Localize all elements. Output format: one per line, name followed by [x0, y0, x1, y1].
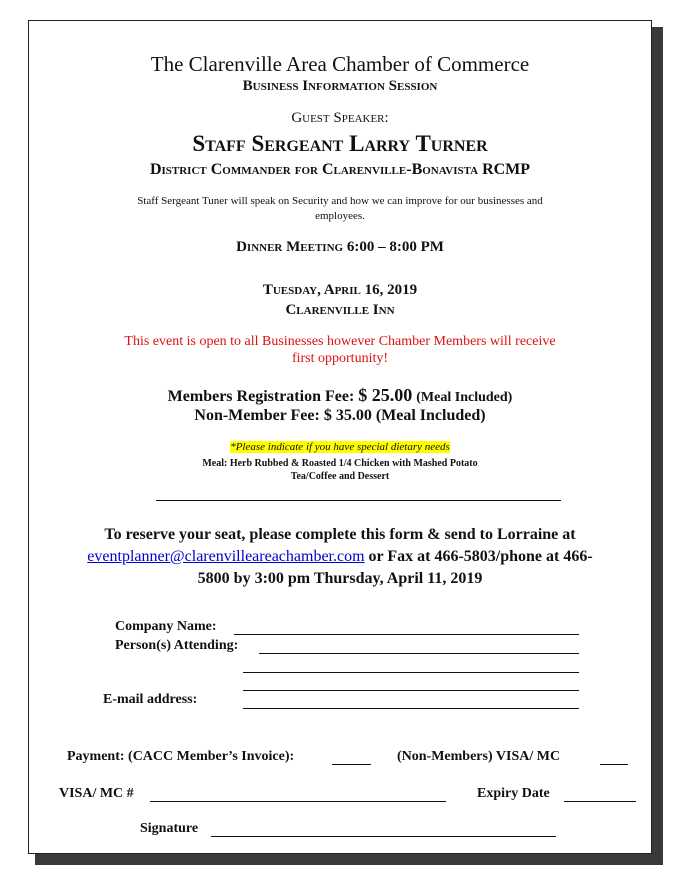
persons-attending-field-3[interactable]	[243, 690, 579, 691]
persons-attending-label: Person(s) Attending:	[115, 638, 239, 653]
nonmember-payment-label: (Non-Members) VISA/ MC	[397, 749, 561, 764]
company-name-label: Company Name:	[115, 619, 217, 634]
email-address-field[interactable]	[243, 708, 579, 709]
payment-label: Payment: (CACC Member’s Invoice):	[67, 749, 295, 764]
section-divider	[156, 500, 561, 501]
visa-number-field[interactable]	[150, 801, 446, 802]
email-link[interactable]: eventplanner@clarenvilleareachamber.com	[87, 548, 365, 565]
company-name-field[interactable]	[234, 634, 579, 635]
member-invoice-field[interactable]	[332, 764, 371, 765]
speaker-name: Staff Sergeant Larry Turner	[192, 131, 488, 156]
nonmember-fee: Non-Member Fee: $ 35.00 (Meal Included)	[194, 407, 486, 424]
topic-line-1: Staff Sergeant Tuner will speak on Security and how we can improve for our businesses and	[137, 195, 543, 207]
reserve-line-3: 5800 by 3:00 pm Thursday, April 11, 2019	[197, 570, 483, 587]
flyer-page	[28, 20, 652, 854]
members-fee-amount: $ 25.00	[358, 385, 413, 405]
expiry-date-field[interactable]	[564, 801, 636, 802]
topic-line-2: employees.	[315, 210, 365, 222]
persons-attending-field-2[interactable]	[243, 672, 579, 673]
members-fee-note: (Meal Included)	[416, 390, 513, 405]
org-title: The Clarenville Area Chamber of Commerce	[150, 52, 530, 76]
signature-field[interactable]	[211, 836, 556, 837]
speaker-title: District Commander for Clarenville-Bonavista RCMP	[149, 161, 531, 178]
guest-speaker-label: Guest Speaker:	[291, 110, 389, 126]
session-title: Business Information Session	[242, 78, 438, 94]
dietary-note-row	[29, 441, 651, 453]
event-venue: Clarenville Inn	[285, 302, 395, 318]
expiry-date-label: Expiry Date	[477, 786, 550, 801]
nonmember-visa-field[interactable]	[600, 764, 628, 765]
reserve-line-1: To reserve your seat, please complete this form & send to Lorraine at	[104, 526, 576, 543]
signature-label: Signature	[140, 821, 199, 836]
reserve-line-2-rest: or Fax at 466-5803/phone at 466-	[364, 548, 593, 565]
email-address-label: E-mail address:	[103, 692, 198, 707]
drinks-line: Tea/Coffee and Dessert	[290, 471, 390, 482]
event-date: Tuesday, April 16, 2019	[262, 282, 418, 298]
meal-line: Meal: Herb Rubbed & Roasted 1/4 Chicken with Mashed Potato	[202, 458, 478, 469]
notice-line-2: first opportunity!	[291, 351, 389, 366]
persons-attending-field-1[interactable]	[259, 653, 579, 654]
dinner-meeting: Dinner Meeting 6:00 – 8:00 PM	[236, 239, 444, 255]
members-fee-label: Members Registration Fee:	[167, 388, 355, 405]
visa-number-label: VISA/ MC #	[59, 786, 134, 801]
dietary-note: *Please indicate if you have special dietary needs	[230, 441, 450, 453]
reserve-line-2	[29, 548, 651, 566]
notice-line-1: This event is open to all Businesses however Chamber Members will receive	[124, 334, 556, 349]
members-fee	[29, 385, 651, 406]
